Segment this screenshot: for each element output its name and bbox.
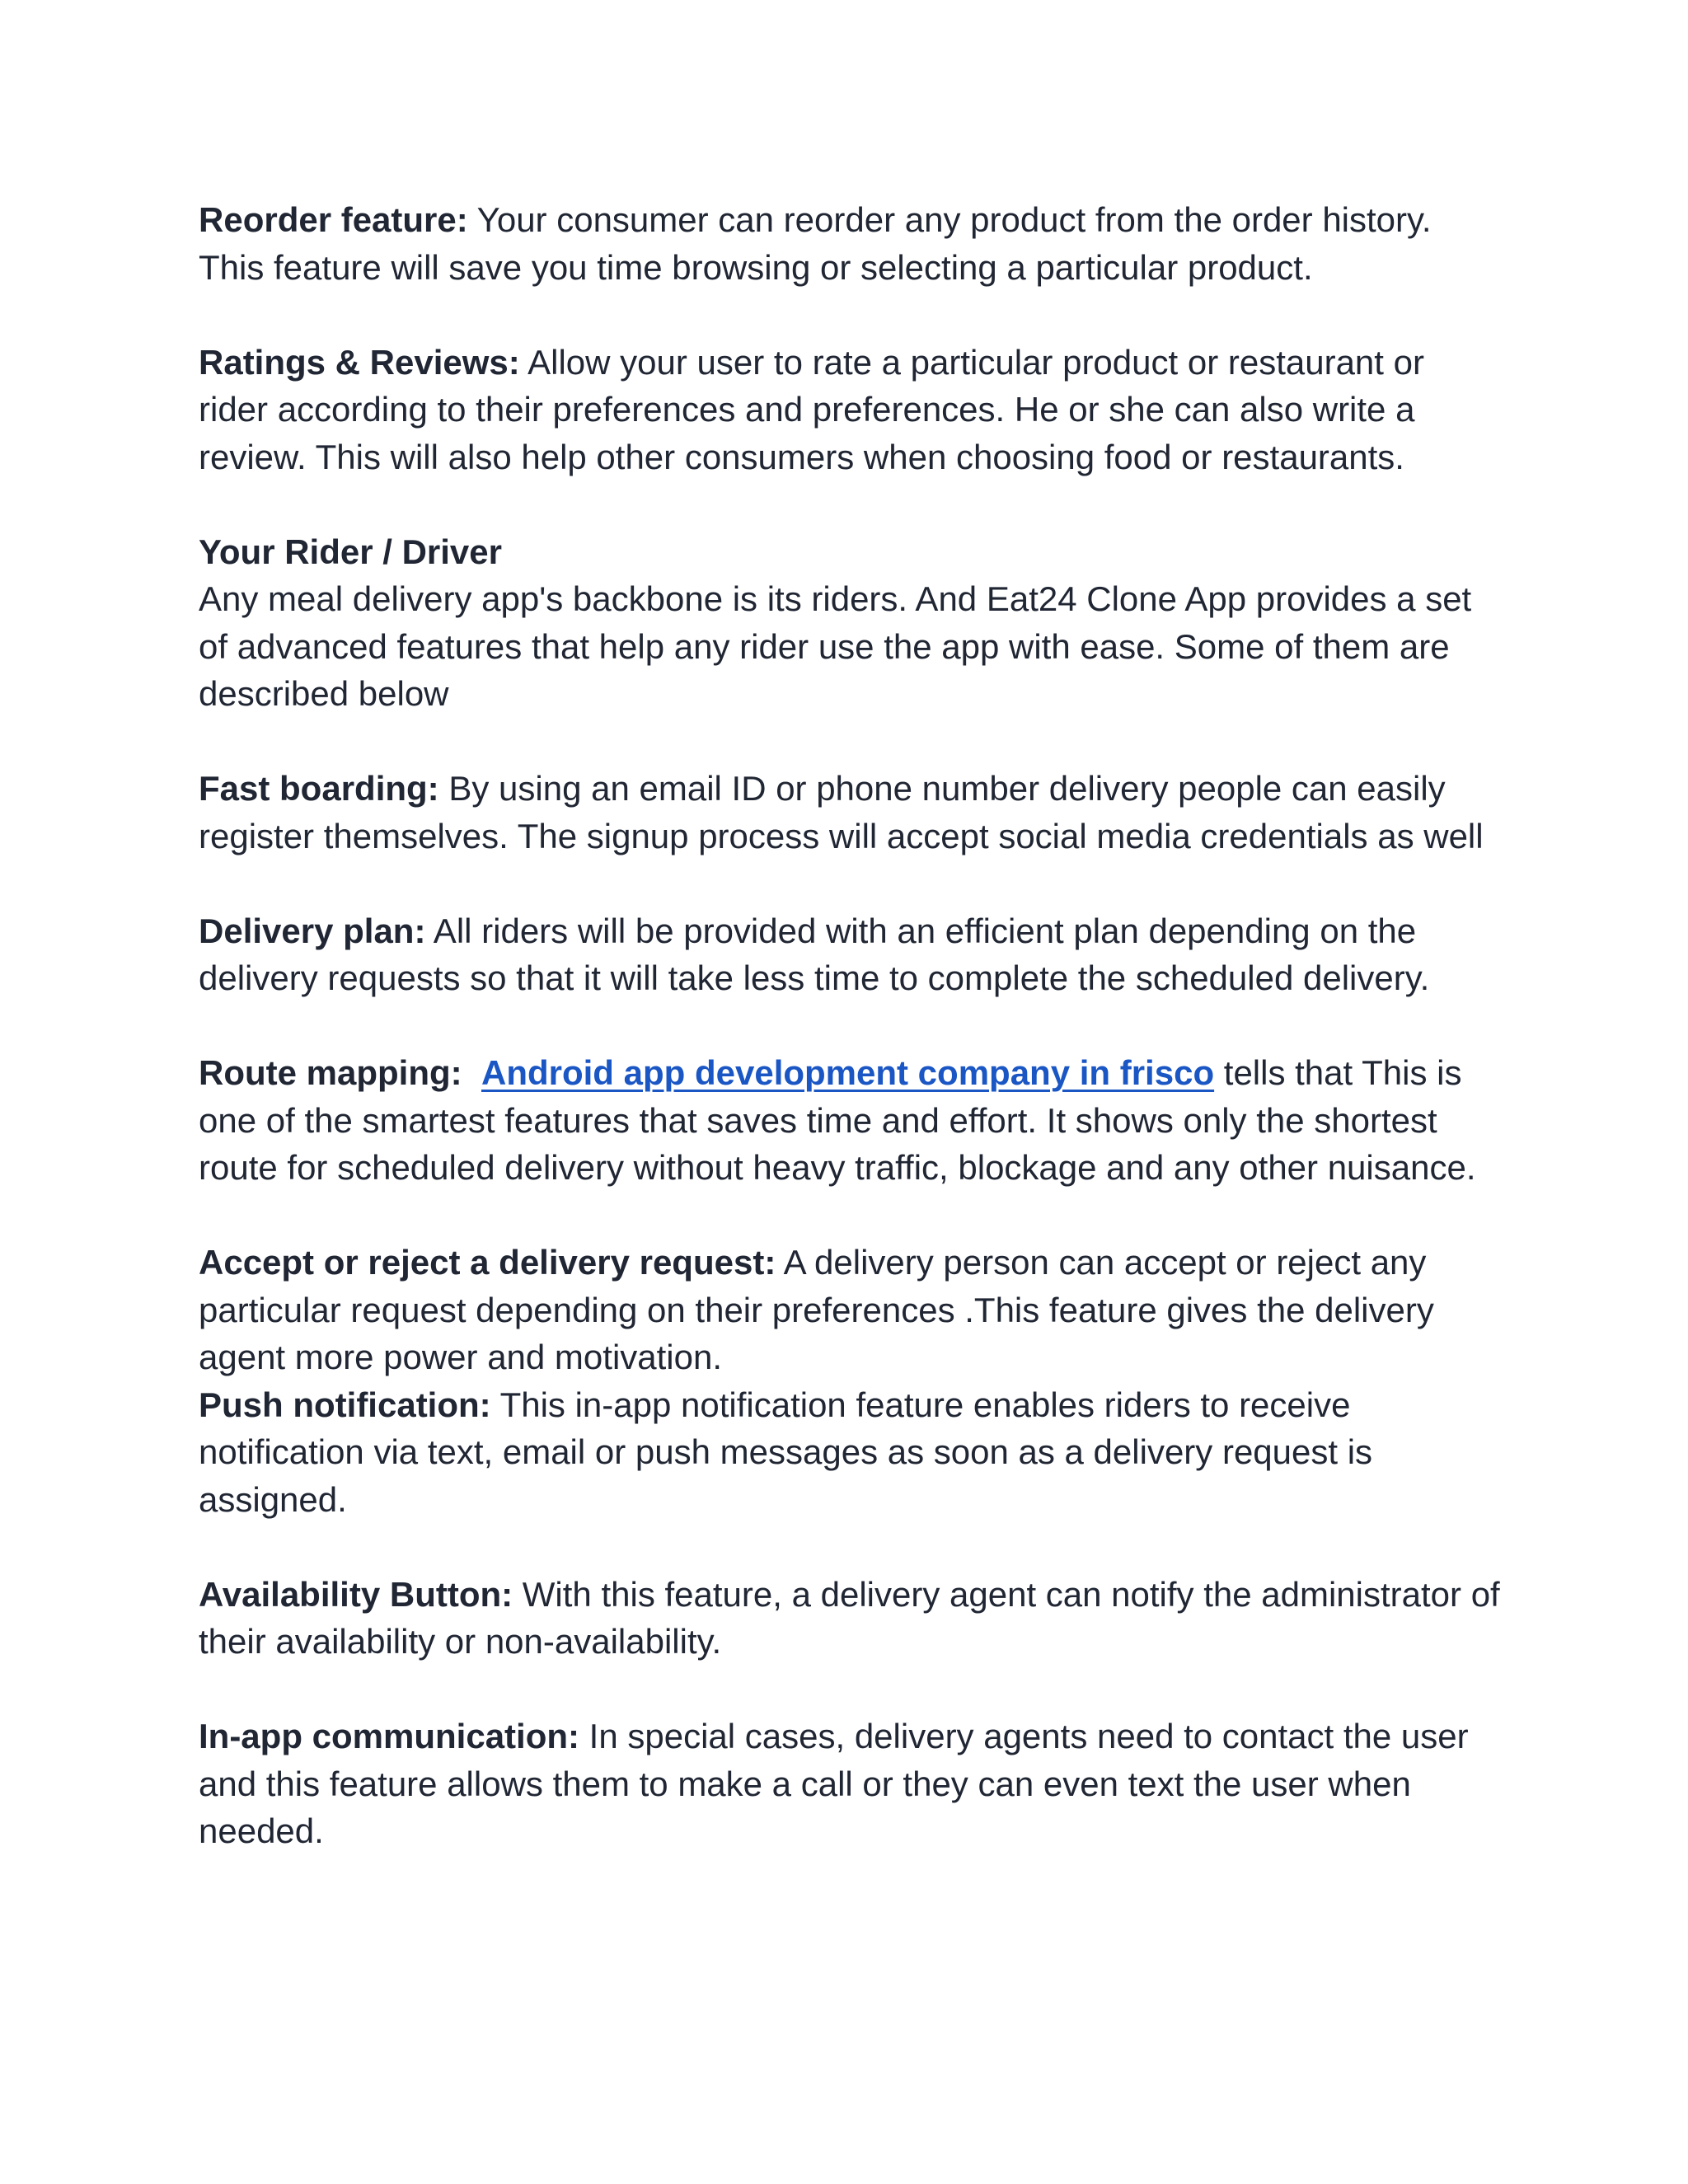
paragraph-availability-button [199, 1571, 1501, 1666]
paragraph-heading: Fast boarding: [199, 769, 439, 808]
paragraph-text: By using an email ID or phone number delivery people can easily register themselves. The signup process will accept social media credentials as well [199, 769, 1484, 855]
paragraph-fast-boarding [199, 765, 1501, 860]
paragraph-heading: Push notification: [199, 1385, 491, 1424]
paragraph-heading: Accept or reject a delivery request: [199, 1243, 776, 1282]
paragraph-heading: Delivery plan: [199, 911, 426, 950]
android-app-development-link[interactable]: Android app development company in frisco [481, 1053, 1215, 1092]
paragraph-heading: Ratings & Reviews: [199, 342, 520, 382]
paragraph-text: Any meal delivery app's backbone is its riders. And Eat24 Clone App provides a set of advanced features that help any rider use the app with ease. Some of them are described below [199, 579, 1472, 713]
paragraph-text: This in-app notification feature enables riders to receive notification via text, email or push messages as soon as a delivery request is assigned. [199, 1385, 1373, 1519]
paragraph-delivery-plan [199, 907, 1501, 1002]
paragraph-text: In special cases, delivery agents need to contact the user and this feature allows them to make a call or they can even text the user when needed. [199, 1717, 1469, 1850]
paragraph-heading: Availability Button: [199, 1574, 513, 1614]
paragraph-push-notification [199, 1381, 1501, 1524]
document-body [199, 196, 1501, 1902]
paragraph-text: With this feature, a delivery agent can notify the administrator of their availability or non-availability. [199, 1574, 1500, 1661]
paragraph-text: Your consumer can reorder any product from the order history. This feature will save you time browsing or selecting a particular product. [199, 200, 1432, 287]
paragraph-text: tells that This is one of the smartest features that saves time and effort. It shows only the shortest route for scheduled delivery without heavy traffic, blockage and any other nuisance. [199, 1053, 1476, 1187]
paragraph-reorder-feature [199, 196, 1501, 291]
paragraph-text: All riders will be provided with an efficient plan depending on the delivery requests so that it will take less time to complete the scheduled delivery. [199, 911, 1430, 997]
section-heading: Your Rider / Driver [199, 532, 502, 571]
paragraph-text: A delivery person can accept or reject any particular request depending on their preferences .This feature gives the delivery agent more power and motivation. [199, 1243, 1434, 1376]
paragraph-route-mapping [199, 1049, 1501, 1192]
paragraph-heading: Route mapping: [199, 1053, 462, 1092]
paragraph-text: Allow your user to rate a particular product or restaurant or rider according to their preferences and preferences. He or she can also write a review. This will also help other consumers when choosing food or restaurants. [199, 342, 1424, 476]
paragraph-in-app-communication [199, 1713, 1501, 1855]
paragraph-ratings-reviews [199, 339, 1501, 481]
paragraph-accept-reject [199, 1239, 1501, 1381]
paragraph-heading: In-app communication: [199, 1717, 579, 1755]
paragraph-heading: Reorder feature: [199, 200, 468, 239]
paragraph-your-rider-driver [199, 528, 1501, 718]
